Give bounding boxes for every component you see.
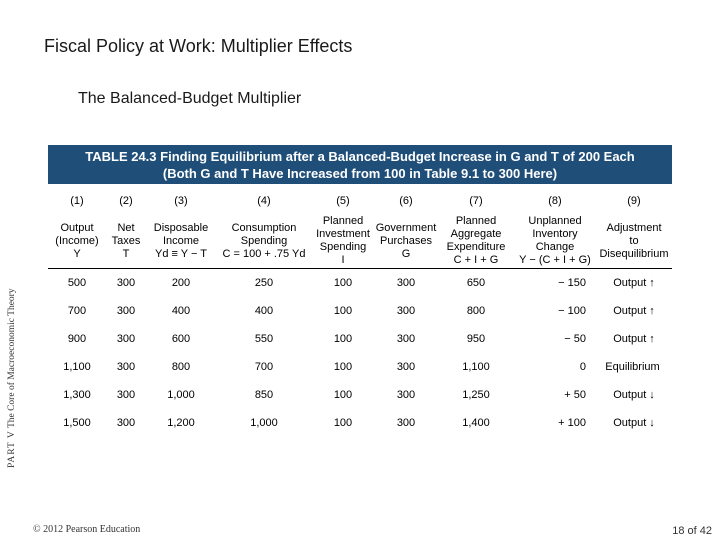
- table-cell: − 100: [558, 305, 586, 317]
- table-cell: 400: [171, 305, 191, 317]
- table-row: [48, 325, 672, 353]
- table-cell: 300: [396, 333, 416, 345]
- table-cell: 200: [171, 277, 191, 289]
- arrow-down-icon: ↓: [649, 389, 655, 401]
- table-cell: 300: [396, 389, 416, 401]
- column-number: (8): [548, 195, 562, 207]
- table-cell: 300: [116, 277, 136, 289]
- table-cell: 100: [333, 361, 353, 373]
- arrow-up-icon: ↑: [649, 277, 655, 289]
- column-number: (5): [336, 195, 350, 207]
- side-label-part: PART V: [7, 430, 17, 468]
- adjustment-cell: [596, 381, 672, 409]
- table-cell: 1,250: [462, 389, 490, 401]
- table-cell: 1,100: [462, 361, 490, 373]
- table-cell: 650: [466, 277, 486, 289]
- table-cell: 100: [333, 417, 353, 429]
- table-cell: 300: [116, 333, 136, 345]
- column-number: (2): [119, 195, 133, 207]
- adjustment-text: Equilibrium: [605, 361, 660, 373]
- adjustment-text: Output: [613, 305, 647, 317]
- table-cell: 1,300: [63, 389, 91, 401]
- column-header-line: Output: [60, 221, 94, 234]
- column-header-line: C + I + G: [453, 254, 499, 266]
- table-cell: 550: [254, 333, 274, 345]
- slide-title: Fiscal Policy at Work: Multiplier Effects: [44, 36, 353, 56]
- column-header: [438, 214, 514, 269]
- table-cell: 300: [116, 305, 136, 317]
- column-header-line: Yd ≡ Y − T: [155, 247, 207, 260]
- table-cell: 850: [254, 389, 274, 401]
- column-header-line: C = 100 + .75 Yd: [222, 247, 306, 260]
- table-cell: 600: [171, 333, 191, 345]
- table-cell: 1,200: [167, 417, 195, 429]
- column-header-line: Spending: [319, 241, 367, 253]
- column-number: (1): [70, 195, 84, 207]
- table-cell: 1,100: [63, 361, 91, 373]
- table-caption: [48, 145, 672, 184]
- column-number: (4): [257, 195, 271, 207]
- adjustment-cell: [596, 325, 672, 353]
- page-number: 18 of 42: [672, 525, 712, 537]
- column-header-line: Income: [162, 234, 200, 247]
- column-header-line: Net: [117, 221, 135, 234]
- table-cell: 100: [333, 333, 353, 345]
- table-cell: 700: [254, 361, 274, 373]
- table-cell: 250: [254, 277, 274, 289]
- column-header-line: T: [122, 247, 130, 260]
- column-header-line: Taxes: [111, 234, 141, 247]
- column-number: (7): [469, 195, 483, 207]
- table-cell: + 50: [564, 389, 586, 401]
- table-cell: 300: [116, 361, 136, 373]
- adjustment-cell: [596, 353, 672, 381]
- table-cell: 1,500: [63, 417, 91, 429]
- column-header: [374, 214, 438, 269]
- table-cell: 300: [396, 417, 416, 429]
- table-cell: 800: [466, 305, 486, 317]
- column-header-line: G: [401, 247, 411, 260]
- arrow-up-icon: ↑: [649, 305, 655, 317]
- column-header-line: Consumption: [231, 221, 297, 234]
- column-header-line: Purchases: [380, 234, 432, 247]
- table-cell: 100: [333, 305, 353, 317]
- column-header: [596, 214, 672, 269]
- table-cell: 300: [116, 417, 136, 429]
- column-header-line: Government: [375, 221, 437, 234]
- table-cell: 400: [254, 305, 274, 317]
- table-caption-line1: TABLE 24.3 Finding Equilibrium after a Balanced-Budget Increase in G and T of 200 Each: [85, 149, 635, 164]
- table-cell: 100: [333, 389, 353, 401]
- column-number: (3): [174, 195, 188, 207]
- adjustment-cell: [596, 297, 672, 325]
- table-cell: − 150: [558, 277, 586, 289]
- table-cell: 0: [579, 361, 586, 373]
- table-cell: 1,400: [462, 417, 490, 429]
- table-row: [48, 269, 672, 298]
- table-cell: 300: [116, 389, 136, 401]
- column-header-line: Adjustment: [606, 221, 662, 234]
- adjustment-text: Output: [613, 389, 647, 401]
- column-header-line: to: [629, 234, 639, 247]
- column-header-line: Unplanned: [528, 215, 582, 227]
- arrow-down-icon: ↓: [649, 417, 655, 429]
- column-header-line: Disposable: [153, 221, 209, 234]
- column-number-row: [48, 188, 672, 214]
- table-cell: 100: [333, 277, 353, 289]
- column-header-line: Disequilibrium: [599, 247, 669, 260]
- table-caption-line2: (Both G and T Have Increased from 100 in Table 9.1 to 300 Here): [162, 166, 558, 181]
- table-cell: + 100: [558, 417, 586, 429]
- table-row: [48, 409, 672, 437]
- column-header-line: Inventory: [532, 228, 578, 240]
- column-header-line: Change: [535, 241, 575, 253]
- table-cell: 800: [171, 361, 191, 373]
- adjustment-cell: [596, 409, 672, 437]
- column-header-line: (Income): [55, 234, 99, 247]
- table-row: [48, 353, 672, 381]
- adjustment-cell: [596, 269, 672, 298]
- table-cell: 300: [396, 361, 416, 373]
- column-header-line: Y: [73, 247, 81, 260]
- copyright: © 2012 Pearson Education: [33, 524, 141, 535]
- column-header-line: Spending: [240, 234, 288, 247]
- column-header: [312, 214, 374, 269]
- column-header: [106, 214, 146, 269]
- table-cell: 900: [67, 333, 87, 345]
- column-number: (6): [399, 195, 413, 207]
- adjustment-text: Output: [613, 417, 647, 429]
- column-header: [146, 214, 216, 269]
- table-cell: 300: [396, 277, 416, 289]
- column-header: [216, 214, 312, 269]
- adjustment-text: Output: [613, 333, 647, 345]
- column-number: (9): [627, 195, 641, 207]
- column-header: [48, 214, 106, 269]
- arrow-up-icon: ↑: [649, 333, 655, 345]
- column-header-line: Y − (C + I + G): [519, 254, 591, 266]
- table-cell: 1,000: [250, 417, 278, 429]
- column-header-line: Investment: [316, 228, 370, 240]
- side-label-text: The Core of Macroeconomic Theory: [7, 288, 17, 429]
- table-cell: 1,000: [167, 389, 195, 401]
- header-row: [48, 214, 672, 269]
- slide-subtitle: The Balanced-Budget Multiplier: [78, 90, 302, 107]
- column-header-line: Aggregate: [450, 228, 502, 240]
- column-header-line: Expenditure: [446, 241, 506, 253]
- table-cell: 500: [67, 277, 87, 289]
- column-header-line: Planned: [322, 215, 364, 227]
- table-cell: − 50: [564, 333, 586, 345]
- table-row: [48, 297, 672, 325]
- table-row: [48, 381, 672, 409]
- table-cell: 700: [67, 305, 87, 317]
- table-cell: 300: [396, 305, 416, 317]
- table-cell: 950: [466, 333, 486, 345]
- adjustment-text: Output: [613, 277, 647, 289]
- column-header-line: Planned: [455, 215, 497, 227]
- column-header-line: I: [341, 254, 345, 266]
- equilibrium-table: [48, 188, 672, 437]
- side-label: [7, 288, 17, 468]
- column-header: [514, 214, 596, 269]
